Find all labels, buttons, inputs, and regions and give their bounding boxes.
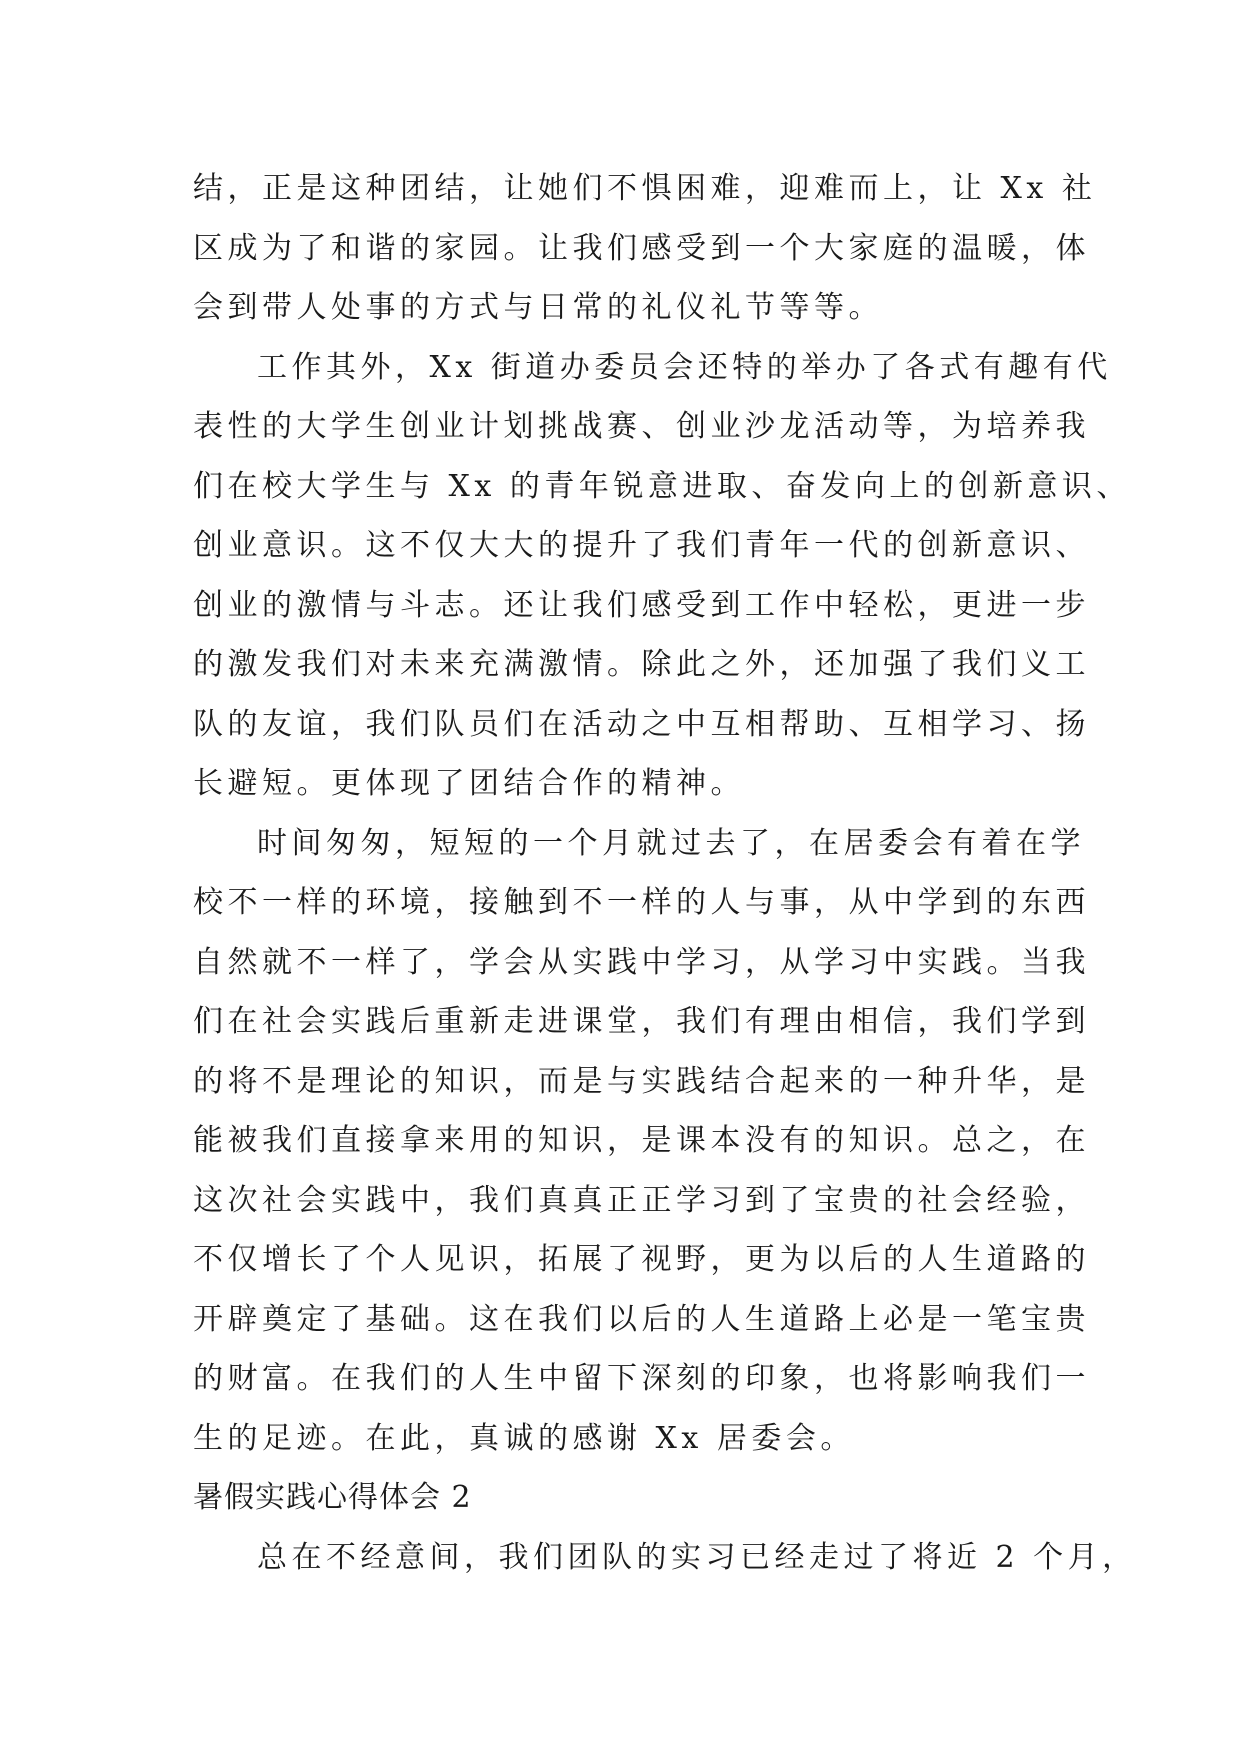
text-line: 们在社会实践后重新走进课堂，我们有理由相信，我们学到: [193, 1004, 1090, 1039]
text-line: 会到带人处事的方式与日常的礼仪礼节等等。: [193, 290, 883, 325]
text-line: 不仅增长了个人见识，拓展了视野，更为以后的人生道路的: [193, 1242, 1090, 1277]
text-line: 自然就不一样了，学会从实践中学习，从学习中实践。当我: [193, 944, 1090, 980]
text-line: 们在校大学生与 Xx 的青年锐意进取、奋发向上的创新意识、: [193, 468, 1131, 504]
document-body: [193, 159, 1137, 1587]
text-line: 这次社会实践中，我们真真正正学习到了宝贵的社会经验，: [193, 1182, 1090, 1218]
section-heading: 暑假实践心得体会 2: [193, 1480, 472, 1515]
text-line: 的激发我们对未来充满激情。除此之外，还加强了我们义工: [193, 647, 1090, 682]
text-line: 创业的激情与斗志。还让我们感受到工作中轻松，更进一步: [193, 587, 1090, 623]
text-line: 长避短。更体现了团结合作的精神。: [193, 766, 745, 801]
text-line: 能被我们直接拿来用的知识，是课本没有的知识。总之，在: [193, 1123, 1090, 1158]
text-line: 结，正是这种团结，让她们不惧困难，迎难而上，让 Xx 社: [193, 171, 1097, 206]
text-line: 校不一样的环境，接触到不一样的人与事，从中学到的东西: [193, 885, 1090, 920]
text-line: 生的足迹。在此，真诚的感谢 Xx 居委会。: [193, 1420, 855, 1456]
text-line: 开辟奠定了基础。这在我们以后的人生道路上必是一笔宝贵: [193, 1301, 1090, 1337]
text-line: 区成为了和谐的家园。让我们感受到一个大家庭的温暖，体: [193, 230, 1090, 266]
paragraph-first-line: 总在不经意间，我们团队的实习已经走过了将近 2 个月，: [257, 1539, 1137, 1575]
text-line: 表性的大学生创业计划挑战赛、创业沙龙活动等，为培养我: [193, 409, 1090, 444]
text-line: 创业意识。这不仅大大的提升了我们青年一代的创新意识、: [193, 528, 1090, 563]
text-line: 的财富。在我们的人生中留下深刻的印象，也将影响我们一: [193, 1361, 1090, 1396]
text-line: 队的友谊，我们队员们在活动之中互相帮助、互相学习、扬: [193, 706, 1090, 742]
text-line: 的将不是理论的知识，而是与实践结合起来的一种升华，是: [193, 1063, 1090, 1099]
paragraph-first-line: 时间匆匆，短短的一个月就过去了，在居委会有着在学: [257, 825, 1085, 861]
paragraph-first-line: 工作其外，Xx 街道办委员会还特的举办了各式有趣有代: [257, 349, 1112, 385]
